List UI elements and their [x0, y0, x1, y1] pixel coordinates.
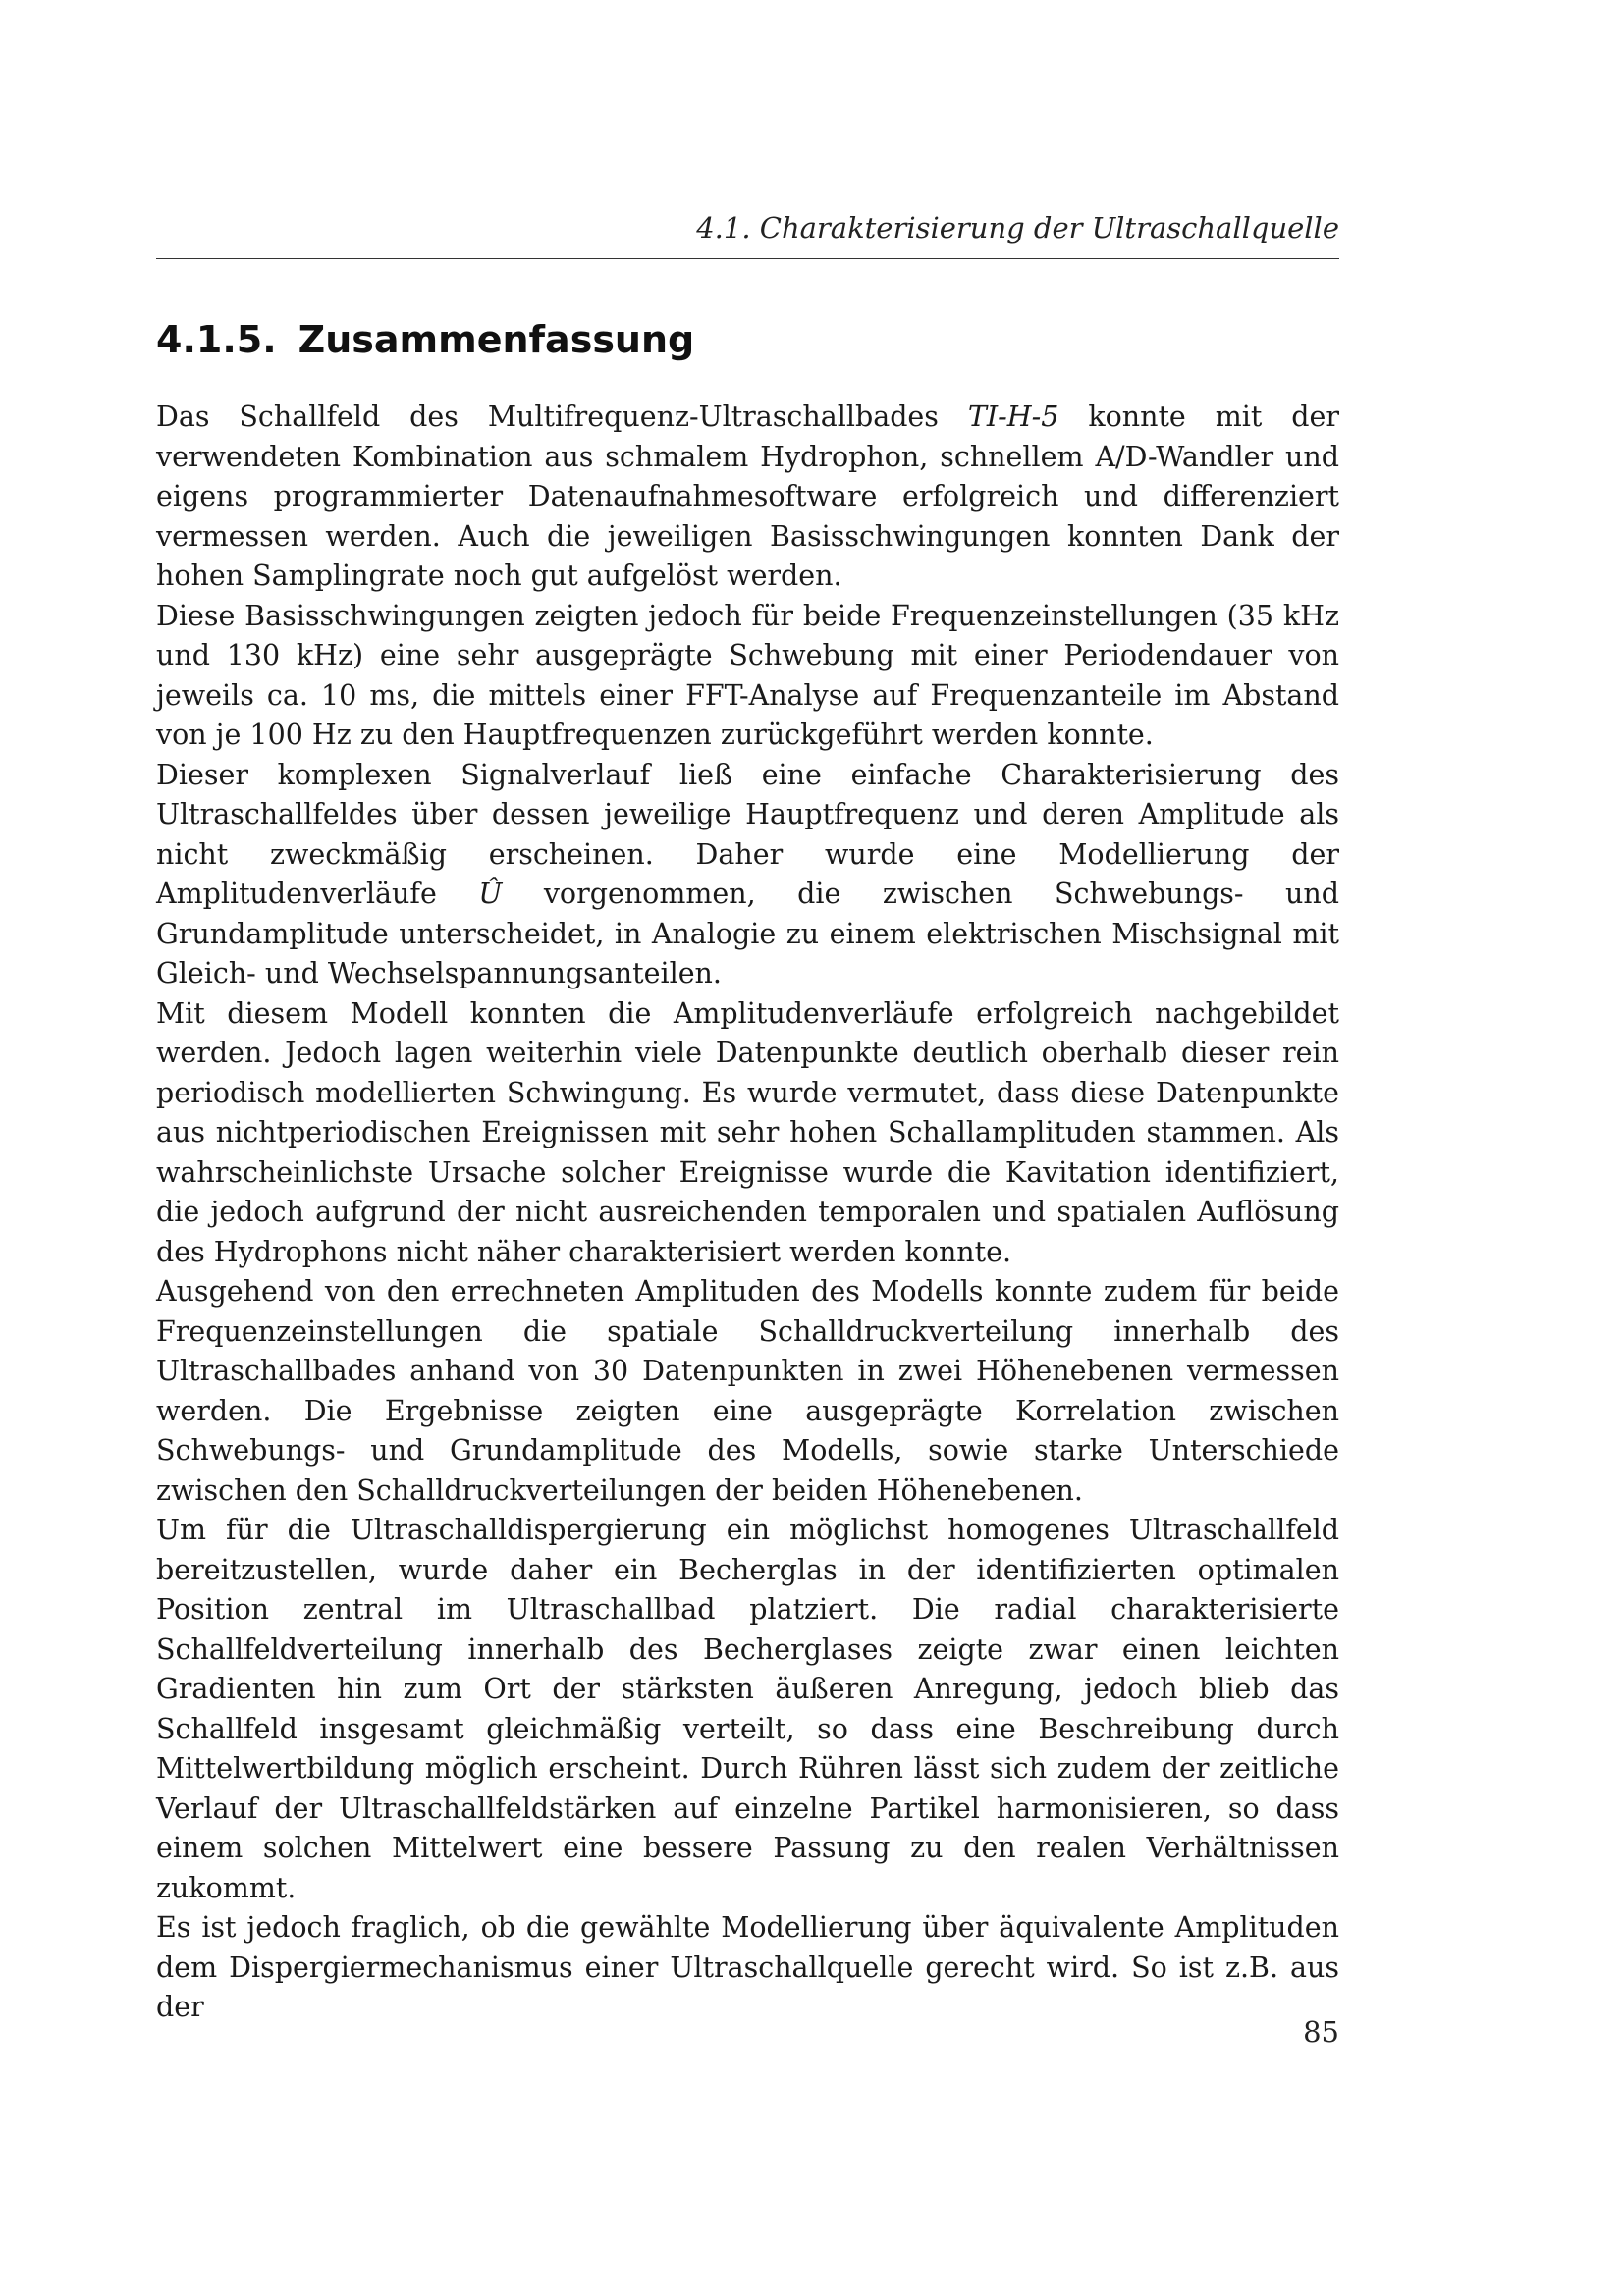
amplitude-symbol: Û	[478, 878, 503, 910]
page-number: 85	[1303, 2015, 1339, 2049]
body-text	[156, 398, 1339, 2028]
paragraph-3: Dieser komplexen Signalverlauf ließ eine einfache Charakterisierung des Ultraschallfeldes über dessen jeweilige Hauptfrequenz und deren Amplitude als nicht zweckmäßig erscheinen. Daher wurde eine Modellierung der Amplitudenverläufe Û vorgenommen, die zwischen Schwebungs- und Grundamplitude unterscheidet, in Analogie zu einem elektrischen Mischsignal mit Gleich- und Wechselspannungsanteilen.	[156, 758, 1339, 989]
paragraph-2: Diese Basisschwingungen zeigten jedoch für beide Frequenzeinstellungen (35 kHz und 130 kHz) eine sehr ausgeprägte Schwebung mit einer Periodendauer von jeweils ca. 10 ms, die mittels einer FFT-Analyse auf Frequenzanteile im Abstand von je 100 Hz zu den Hauptfrequenzen zurückgeführt werden konnte.	[156, 599, 1339, 751]
paragraph-5: Ausgehend von den errechneten Amplituden des Modells konnte zudem für beide Frequenzeinstellungen die spatiale Schalldruckverteilung innerhalb des Ultraschallbades anhand von 30 Datenpunkten in zwei Höhenebenen vermessen werden. Die Ergebnisse zeigten eine ausgeprägte Korrelation zwischen Schwebungs- und Grundamplitude des Modells, sowie starke Unterschiede zwischen den Schalldruckverteilungen der beiden Höhenebenen.	[156, 1275, 1339, 1507]
header-rule	[156, 258, 1339, 259]
section-heading	[156, 312, 694, 367]
running-head: 4.1. Charakterisierung der Ultraschallquelle	[696, 211, 1339, 244]
paragraph-7: Es ist jedoch fraglich, ob die gewählte Modellierung über äquivalente Amplituden dem Dispergiermechanismus einer Ultraschallquelle gerecht wird. So ist z.B. aus der	[156, 1911, 1339, 2023]
section-number: 4.1.5.	[156, 318, 277, 361]
paragraph-6: Um für die Ultraschalldispergierung ein möglichst homogenes Ultraschallfeld bereitzustellen, wurde daher ein Becherglas in der identifizierten optimalen Position zentral im Ultraschallbad platziert. Die radial charakterisierte Schallfeldverteilung innerhalb des Becherglases zeigte zwar einen leichten Gradienten hin zum Ort der stärksten äußeren Anregung, jedoch blieb das Schallfeld insgesamt gleichmäßig verteilt, so dass eine Beschreibung durch Mittelwertbildung möglich erscheint. Durch Rühren lässt sich zudem der zeitliche Verlauf der Ultraschallfeldstärken auf einzelne Partikel harmonisieren, so dass einem solchen Mittelwert eine bessere Passung zu den realen Verhältnissen zukommt.	[156, 1514, 1339, 1904]
paragraph-1: Das Schallfeld des Multifrequenz-Ultraschallbades TI-H-5 konnte mit der verwendeten Kombination aus schmalem Hydrophon, schnellem A/D-Wandler und eigens programmierter Datenaufnahmesoftware erfolgreich und differenziert vermessen werden. Auch die jeweiligen Basisschwingungen konnten Dank der hohen Samplingrate noch gut aufgelöst werden.	[156, 400, 1339, 592]
device-name: TI-H-5	[967, 400, 1059, 433]
section-title: Zusammenfassung	[298, 318, 695, 361]
paragraph-4: Mit diesem Modell konnten die Amplitudenverläufe erfolgreich nachgebildet werden. Jedoch lagen weiterhin viele Datenpunkte deutlich oberhalb dieser rein periodisch modellierten Schwingung. Es wurde vermutet, dass diese Datenpunkte aus nichtperiodischen Ereignissen mit sehr hohen Schallamplituden stammen. Als wahrscheinlichste Ursache solcher Ereignisse wurde die Kavitation identifiziert, die jedoch aufgrund der nicht ausreichenden temporalen und spatialen Auflösung des Hydrophons nicht näher charakterisiert werden konnte.	[156, 996, 1339, 1268]
